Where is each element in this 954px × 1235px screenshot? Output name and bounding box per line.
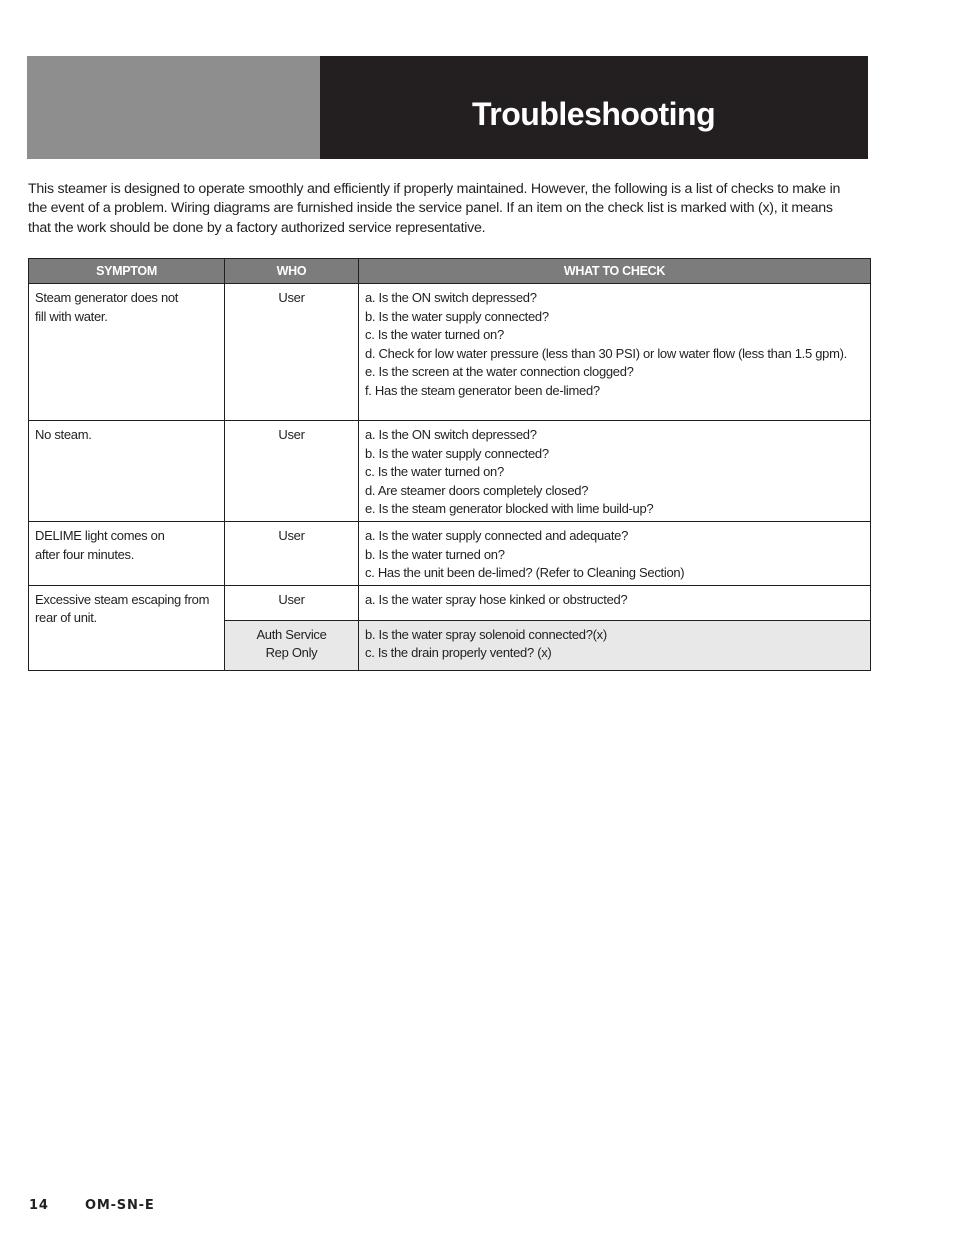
- check-item: f. Has the steam generator been de-limed?: [365, 382, 600, 398]
- check-list: [365, 289, 864, 401]
- check-list: [365, 426, 864, 519]
- check-item: c. Is the drain properly vented? (x): [365, 645, 552, 661]
- symptom-line: after four minutes.: [35, 546, 135, 562]
- checks-cell: [359, 521, 871, 585]
- intro-paragraph: This steamer is designed to operate smoothly and efficiently if properly maintained. However, the following is a list of checks to make in the event of a problem. Wiring diagrams are furnished inside the service panel. If an item on the check list is marked with (x), it means that the work should be done by a factory authorized service representative.: [28, 181, 841, 236]
- check-list: [365, 527, 864, 583]
- symptom-line: DELIME light comes on: [35, 527, 165, 543]
- title-banner: [27, 56, 868, 159]
- check-item: b. Is the water supply connected?: [365, 308, 549, 324]
- header-who: WHO: [225, 259, 359, 284]
- page-number: 14: [29, 1198, 49, 1213]
- table-row: [29, 284, 871, 421]
- table-row: [29, 521, 871, 585]
- table-row: [29, 585, 871, 620]
- checks-cell: [359, 421, 871, 522]
- who-cell: [225, 284, 359, 421]
- who-line: User: [278, 591, 305, 607]
- page-footer: [29, 1198, 155, 1213]
- who-line: Auth Service: [256, 626, 327, 642]
- page-title: Troubleshooting: [472, 96, 716, 132]
- document-code: OM-SN-E: [85, 1198, 155, 1213]
- check-item: c. Is the water turned on?: [365, 464, 504, 480]
- symptom-line: Steam generator does not: [35, 290, 179, 305]
- who-line: User: [278, 290, 305, 305]
- check-list: [365, 591, 864, 610]
- checks-cell: [359, 620, 871, 670]
- checks-cell: [359, 284, 871, 421]
- check-item: a. Is the water supply connected and adequate?: [365, 527, 629, 543]
- check-item: e. Is the screen at the water connection clogged?: [365, 364, 634, 380]
- who-line: User: [278, 427, 305, 442]
- symptom-line: No steam.: [35, 427, 92, 442]
- check-item: b. Is the water spray solenoid connected?(x): [365, 626, 607, 642]
- check-list: [365, 626, 864, 663]
- header-what-to-check: WHAT TO CHECK: [359, 259, 871, 284]
- symptom-cell: [29, 521, 225, 585]
- who-cell: [225, 521, 359, 585]
- table-header-row: [29, 259, 871, 284]
- check-item: a. Is the water spray hose kinked or obstructed?: [365, 591, 628, 607]
- who-line: Rep Only: [265, 645, 318, 661]
- check-item: c. Is the water turned on?: [365, 327, 504, 343]
- check-item: a. Is the ON switch depressed?: [365, 290, 537, 305]
- table-row: [29, 421, 871, 522]
- banner-gray-block: [27, 56, 320, 159]
- check-item: d. Are steamer doors completely closed?: [365, 482, 589, 498]
- who-cell: [225, 585, 359, 620]
- check-item: e. Is the steam generator blocked with lime build-up?: [365, 501, 654, 517]
- check-item: b. Is the water supply connected?: [365, 445, 549, 461]
- check-item: d. Check for low water pressure (less than 30 PSI) or low water flow (less than 1.5 gpm).: [365, 345, 847, 361]
- check-item: a. Is the ON switch depressed?: [365, 427, 537, 442]
- banner-black-block: [320, 56, 868, 159]
- check-item: c. Has the unit been de-limed? (Refer to Cleaning Section): [365, 565, 685, 581]
- checks-cell: [359, 585, 871, 620]
- symptom-cell: [29, 421, 225, 522]
- who-cell: [225, 421, 359, 522]
- header-symptom: SYMPTOM: [29, 259, 225, 284]
- check-item: b. Is the water turned on?: [365, 546, 505, 562]
- symptom-line: rear of unit.: [35, 610, 97, 626]
- symptom-cell: [29, 585, 225, 670]
- symptom-cell: [29, 284, 225, 421]
- who-cell: [225, 620, 359, 670]
- symptom-line: Excessive steam escaping from: [35, 591, 210, 607]
- who-line: User: [278, 527, 305, 543]
- symptom-line: fill with water.: [35, 308, 108, 324]
- troubleshooting-table: [28, 258, 871, 671]
